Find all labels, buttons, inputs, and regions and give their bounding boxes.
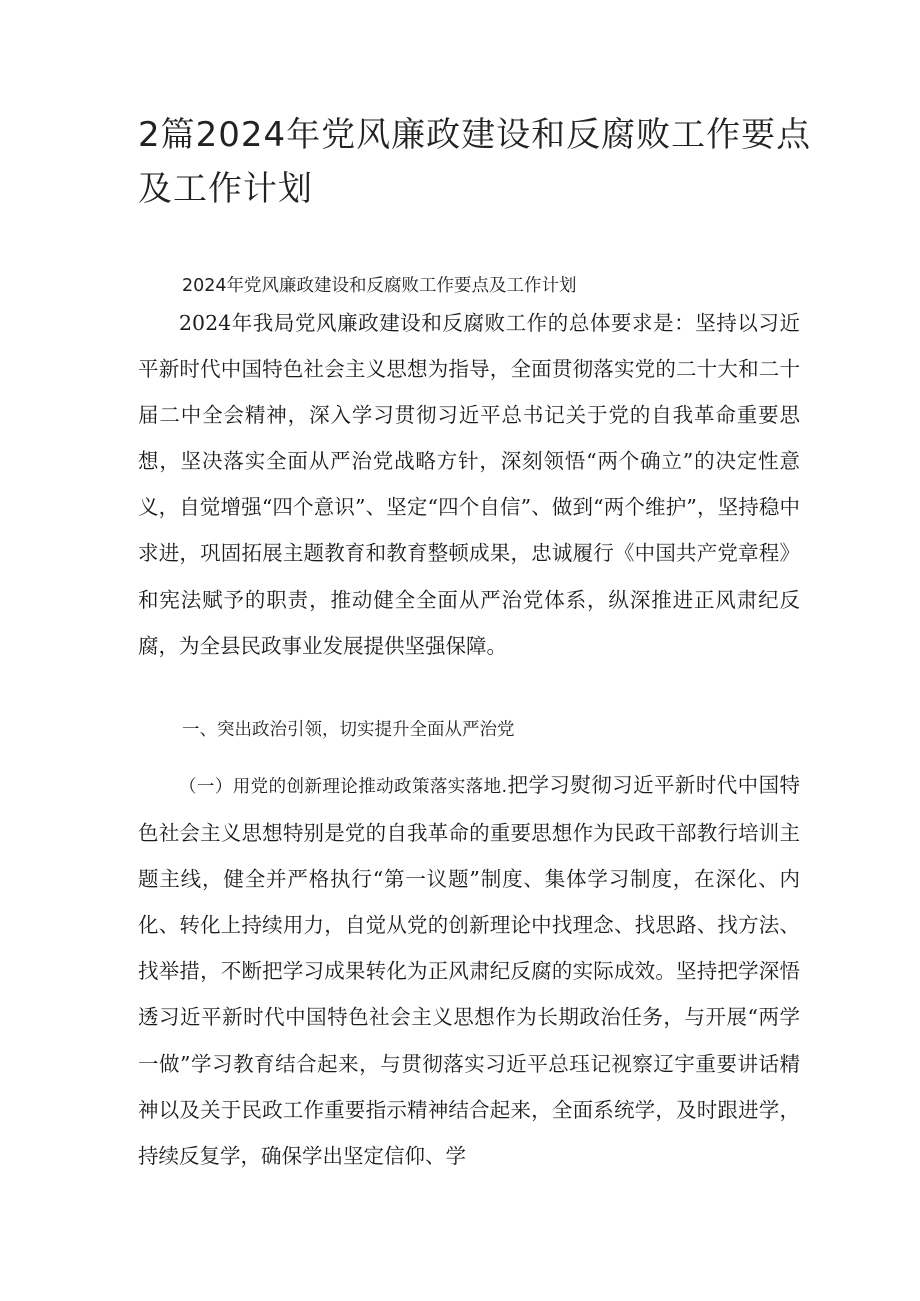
item-1-lead: （一）用党的创新理论推动政策落实落地. (179, 777, 508, 797)
section-heading-1: 一、突出政治引领，切实提升全面从严治党 (182, 720, 515, 740)
item-1-text: 把学习熨彻习近平新时代中国特色社会主义思想特别是党的自我革命的重要思想作为民政干部教行培训主题主线，健全并严格执行“第一议题”制度、集体学习制度，在深化、内化、转化上持续用力，自觉从党的创新理论中找理念、找思路、找方法、找举措，不断把学习成果转化为正风肃纪反腐的实际成效。坚持把学深悟透习近平新时代中国特色社会主义思想作为长期政治任务，与开展“两学一做”学习教育结合起来，与贯彻落实习近平总珏记视察辽宇重要讲话精神以及关于民政工作重要指示精神结合起来，全面系统学，及时跟进学，持续反复学，确保学出坚定信仰、学 (138, 773, 801, 1168)
intro-paragraph: 2024年我局党风廉政建设和反腐败工作的总体要求是：坚持以习近平新时代中国特色社会主义思想为指导，全面贯彻落实党的二十大和二十届二中全会精神，深入学习贯彻习近平总书记关于党的自我革命重要思想，坚决落实全面从严治党战略方针，深刻领悟“两个确立”的决定性意义，自觉增强“四个意识”、坚定“四个自信”、做到“两个维护”，坚持稳中求进，巩固拓展主题教育和教育整顿成果，忠诚履行《中国共产党章程》和宪法赋予的职责，推动健全全面从严治党体系，纵深推进正风肃纪反腐，为全县民政事业发展提供坚强保障。 (138, 311, 800, 658)
document-subtitle: 2024年党风廉政建设和反腐败工作要点及工作计划 (182, 276, 577, 296)
item-1-paragraph (138, 762, 800, 1179)
document-title: 2篇2024年党风廉政建设和反腐败工作要点及工作计划 (138, 115, 812, 209)
